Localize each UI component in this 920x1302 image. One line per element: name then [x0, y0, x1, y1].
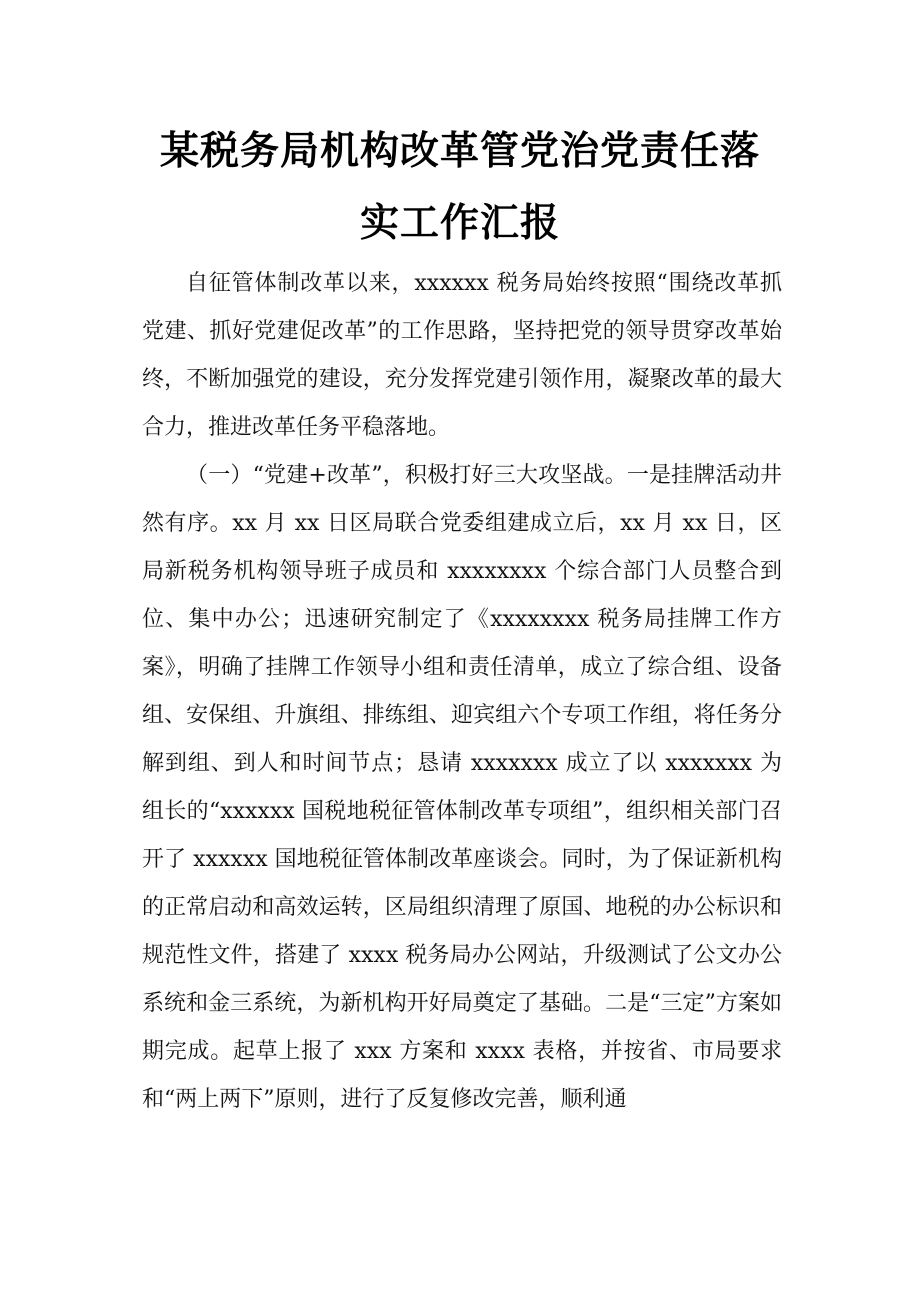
document-body	[142, 260, 782, 1124]
document-title-line-1: 某税务局机构改革管党治党责任落	[159, 129, 760, 174]
paragraph-section-1: （一）“党建+改革”，积极打好三大攻坚战。一是挂牌活动井然有序。xx 月 xx 日区局联合党委组建成立后，xx 月 xx 日，区局新税务机构领导班子成员和 xxxxxxxx 个综合部门人员整合到位、集中办公；迅速研究制定了《xxxxxxxx 税务局挂牌工作方案》，明确了挂牌工作领导小组和责任清单，成立了综合组、设备组、安保组、升旗组、排练组、迎宾组六个专项工作组，将任务分解到组、到人和时间节点；恳请 xxxxxxx 成立了以 xxxxxxx 为组长的“xxxxxx 国税地税征管体制改革专项组”，组织相关部门召开了 xxxxxx 国地税征管体制改革座谈会。同时，为了保证新机构的正常启动和高效运转，区局组织清理了原国、地税的办公标识和规范性文件，搭建了 xxxx 税务局办公网站，升级测试了公文办公系统和金三系统，为新机构开好局奠定了基础。二是“三定”方案如期完成。起草上报了 xxx 方案和 xxxx 表格，并按省、市局要求和“两上两下”原则，进行了反复修改完善，顺利通	[142, 463, 782, 1112]
document-title-line-2: 实工作汇报	[359, 201, 560, 246]
paragraph-intro: 自征管体制改革以来，xxxxxx 税务局始终按照“围绕改革抓党建、抓好党建促改革”的工作思路，坚持把党的领导贯穿改革始终，不断加强党的建设，充分发挥党建引领作用，凝聚改革的最大合力，推进改革任务平稳落地。	[142, 271, 782, 440]
